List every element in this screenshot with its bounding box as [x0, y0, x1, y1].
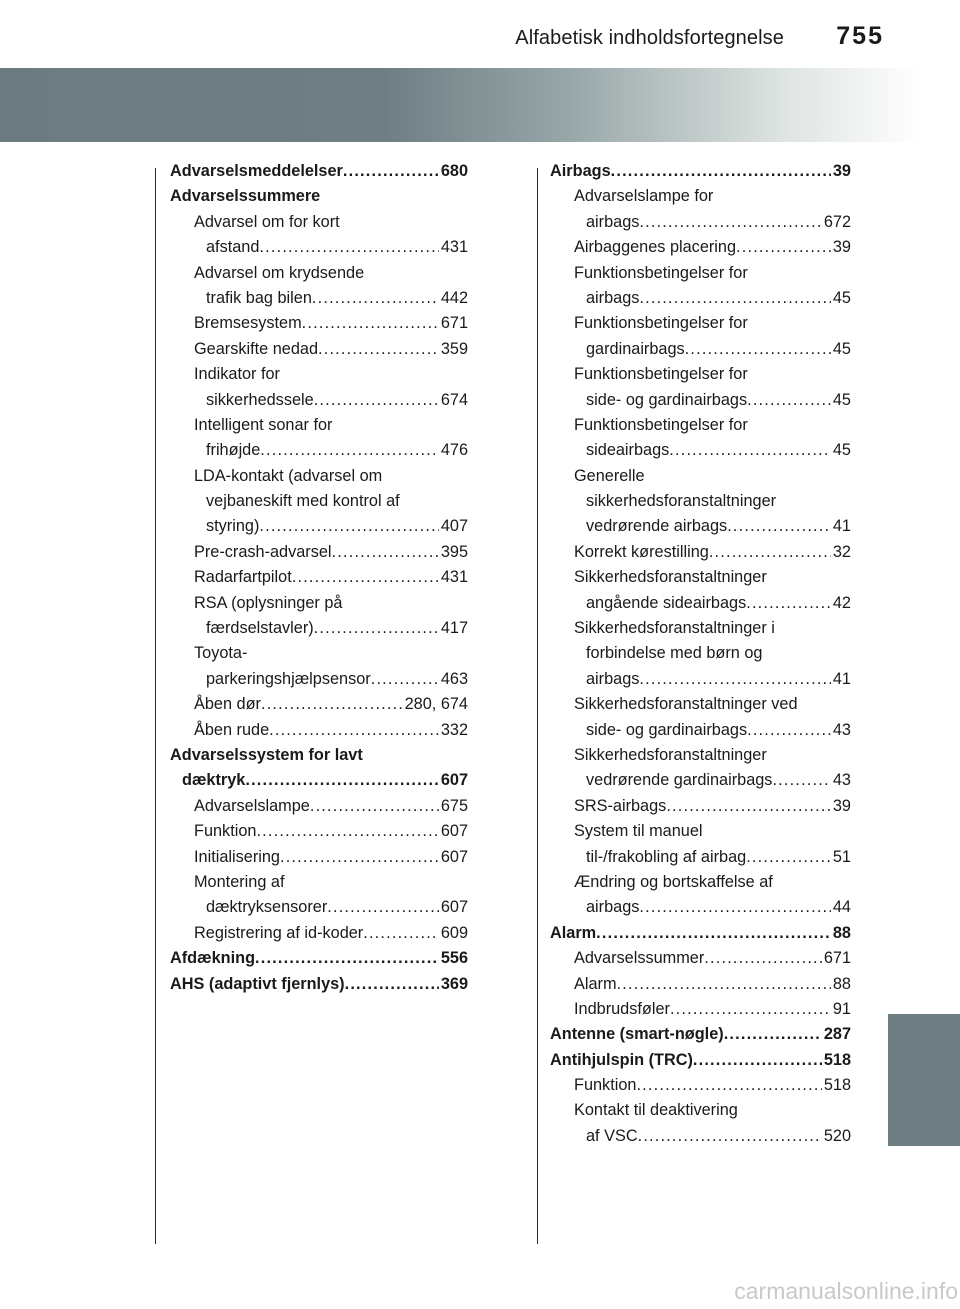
- leader-dots: [639, 895, 830, 920]
- leader-dots: [269, 718, 439, 743]
- index-entry: [550, 718, 851, 743]
- leader-dots: [666, 794, 831, 819]
- index-entry: [550, 464, 851, 489]
- index-entry: [170, 184, 468, 209]
- index-entry-page[interactable]: 607: [440, 822, 468, 841]
- leader-dots: [318, 337, 439, 362]
- index-entry-text: Afdækning: [170, 949, 256, 968]
- page-number: 755: [836, 22, 884, 50]
- index-entry: [170, 591, 468, 616]
- index-entry-page[interactable]: 332: [440, 720, 468, 739]
- index-entry-text: Sikkerhedsforanstaltninger i: [574, 619, 775, 638]
- index-entry-text: Montering af: [194, 872, 285, 891]
- index-entry-page[interactable]: 287: [823, 1025, 851, 1044]
- index-entry-text: side- og gardinairbags: [586, 720, 748, 739]
- index-entry-text: Indbrudsføler: [574, 999, 670, 1018]
- index-entry: [170, 921, 468, 946]
- index-entry: [170, 438, 468, 463]
- index-entry: [170, 514, 468, 539]
- index-entry-text: Funktionsbetingelser for: [574, 263, 748, 282]
- leader-dots: [639, 210, 821, 235]
- index-entry-text: airbags: [586, 669, 640, 688]
- index-entry-text: Gearskifte nedad: [194, 339, 318, 358]
- leader-dots: [314, 388, 439, 413]
- index-entry: [550, 972, 851, 997]
- leader-dots: [669, 438, 831, 463]
- index-entry: [550, 819, 851, 844]
- index-entry-page[interactable]: 32: [832, 542, 851, 561]
- index-entry: [170, 388, 468, 413]
- index-entry: [550, 565, 851, 590]
- index-entry: [170, 819, 468, 844]
- index-entry-page[interactable]: 88: [832, 974, 851, 993]
- index-entry-page[interactable]: 39: [832, 162, 851, 180]
- index-entry-text: Funktionsbetingelser for: [574, 365, 748, 384]
- index-entry-text: Funktion: [194, 822, 257, 841]
- index-entry-text: sikkerhedssele: [206, 390, 314, 409]
- index-entry-page[interactable]: 671: [823, 949, 851, 968]
- leader-dots: [724, 1022, 822, 1047]
- index-entry: [170, 845, 468, 870]
- index-entry-text: SRS-airbags: [574, 796, 667, 815]
- index-entry-text: forbindelse med børn og: [586, 644, 763, 663]
- index-entry-text: Åben dør: [194, 695, 261, 714]
- section-thumb-tab[interactable]: [888, 1014, 960, 1146]
- index-entry-page[interactable]: 463: [440, 669, 468, 688]
- index-entry: [550, 997, 851, 1022]
- leader-dots: [259, 235, 438, 260]
- index-entry: [550, 210, 851, 235]
- index-entry-text: Generelle: [574, 466, 645, 485]
- watermark: carmanualsonline.info: [734, 1278, 958, 1304]
- index-entry-text: AHS (adaptivt fjernlys): [170, 974, 345, 993]
- index-entry-page[interactable]: 431: [440, 568, 468, 587]
- index-entry-text: dæktryksensorer: [206, 898, 328, 917]
- index-entry-text: færdselstavler): [206, 619, 314, 638]
- index-entry-page[interactable]: 395: [440, 542, 468, 561]
- leader-dots: [636, 1073, 821, 1098]
- index-entry-text: af VSC: [586, 1126, 638, 1145]
- index-entry: [170, 895, 468, 920]
- index-entry: [550, 261, 851, 286]
- index-entry: [170, 565, 468, 590]
- index-entry-text: Advarselssystem for lavt: [170, 745, 363, 764]
- index-entry-text: Advarsel om for kort: [194, 212, 340, 231]
- index-entry-page[interactable]: 609: [440, 923, 468, 942]
- index-entry: [170, 311, 468, 336]
- leader-dots: [314, 616, 439, 641]
- index-entry-page[interactable]: 675: [440, 796, 468, 815]
- index-entry-text: airbags: [586, 212, 640, 231]
- index-entry-page[interactable]: 417: [440, 619, 468, 638]
- index-entry-text: Intelligent sonar for: [194, 415, 333, 434]
- index-entry-text: Åben rude: [194, 720, 270, 739]
- index-entry-text: Advarselssummere: [170, 187, 321, 206]
- index-entry-page[interactable]: 39: [832, 238, 851, 257]
- leader-dots: [245, 768, 438, 793]
- index-entry-text: Sikkerhedsforanstaltninger: [574, 745, 767, 764]
- index-entry-text: side- og gardinairbags: [586, 390, 748, 409]
- index-entry: [550, 667, 851, 692]
- index-entry-page[interactable]: 88: [832, 923, 851, 942]
- leader-dots: [332, 540, 439, 565]
- index-entry-page[interactable]: 39: [832, 796, 851, 815]
- leader-dots: [371, 667, 439, 692]
- index-entry: [170, 464, 468, 489]
- index-entry: [550, 794, 851, 819]
- column-divider-right: [537, 168, 538, 1244]
- index-entry-text: airbags: [586, 288, 640, 307]
- index-entry-text: Funktionsbetingelser for: [574, 314, 748, 333]
- index-entry-text: til-/frakobling af airbag: [586, 847, 747, 866]
- index-entry-text: Funktion: [574, 1076, 637, 1095]
- index-entry: [550, 286, 851, 311]
- leader-dots: [611, 159, 831, 184]
- index-entry: [170, 692, 468, 717]
- index-entry-text: RSA (oplysninger på: [194, 593, 343, 612]
- index-entry-page[interactable]: 520: [823, 1126, 851, 1145]
- index-entry-page[interactable]: 45: [832, 288, 851, 307]
- index-entry: [550, 1022, 851, 1047]
- index-entry: [550, 616, 851, 641]
- index-entry-text: Pre-crash-advarsel: [194, 542, 332, 561]
- index-entry-text: Korrekt kørestilling: [574, 542, 709, 561]
- index-entry-text: Registrering af id-koder: [194, 923, 364, 942]
- index-entry-text: afstand: [206, 238, 260, 257]
- index-entry: [170, 946, 468, 971]
- leader-dots: [292, 565, 439, 590]
- index-entry: [170, 870, 468, 895]
- index-entry: [550, 438, 851, 463]
- index-entry-page[interactable]: 42: [832, 593, 851, 612]
- leader-dots: [363, 921, 439, 946]
- index-entry: [550, 591, 851, 616]
- index-entry: [550, 946, 851, 971]
- leader-dots: [685, 337, 831, 362]
- index-entry: [170, 616, 468, 641]
- index-column-left: [170, 159, 468, 997]
- index-entry-text: Advarselsmeddelelser: [170, 162, 343, 180]
- leader-dots: [709, 540, 831, 565]
- index-entry-text: Indikator for: [194, 365, 280, 384]
- index-entry-text: Alarm: [574, 974, 617, 993]
- index-entry-page[interactable]: 607: [440, 847, 468, 866]
- index-entry-page[interactable]: 671: [440, 314, 468, 333]
- index-entry-text: vejbaneskift med kontrol af: [206, 492, 400, 511]
- index-column-right: [550, 159, 851, 1149]
- index-entry: [170, 972, 468, 997]
- index-entry: [170, 210, 468, 235]
- index-entry: [170, 718, 468, 743]
- index-entry-text: Initialisering: [194, 847, 280, 866]
- leader-dots: [345, 972, 439, 997]
- index-entry: [170, 743, 468, 768]
- index-entry: [550, 641, 851, 666]
- index-entry: [170, 641, 468, 666]
- leader-dots: [302, 311, 439, 336]
- index-entry-page[interactable]: 45: [832, 339, 851, 358]
- index-entry-text: Sikkerhedsforanstaltninger: [574, 568, 767, 587]
- index-entry: [170, 667, 468, 692]
- index-entry-page[interactable]: 44: [832, 898, 851, 917]
- leader-dots: [261, 692, 403, 717]
- leader-dots: [746, 845, 831, 870]
- index-entry: [170, 362, 468, 387]
- index-entry: [550, 1048, 851, 1073]
- index-entry: [550, 921, 851, 946]
- index-entry-text: Advarselssummer: [574, 949, 705, 968]
- index-entry: [550, 1124, 851, 1149]
- index-entry: [170, 235, 468, 260]
- index-entry-page[interactable]: 45: [832, 390, 851, 409]
- index-entry: [550, 413, 851, 438]
- index-entry-text: airbags: [586, 898, 640, 917]
- index-entry: [550, 337, 851, 362]
- index-entry-text: angående sideairbags: [586, 593, 747, 612]
- index-entry: [550, 159, 851, 184]
- leader-dots: [746, 591, 831, 616]
- index-entry: [550, 184, 851, 209]
- index-entry-text: Sikkerhedsforanstaltninger ved: [574, 695, 798, 714]
- index-entry-text: parkeringshjælpsensor: [206, 669, 371, 688]
- header-banner: [0, 68, 960, 142]
- index-entry-page[interactable]: 518: [823, 1050, 851, 1069]
- leader-dots: [343, 159, 439, 184]
- index-entry-page[interactable]: 672: [823, 212, 851, 231]
- leader-dots: [260, 438, 439, 463]
- leader-dots: [256, 819, 438, 844]
- index-entry-page[interactable]: 431: [440, 238, 468, 257]
- index-entry-text: LDA-kontakt (advarsel om: [194, 466, 383, 485]
- index-entry: [550, 692, 851, 717]
- index-entry: [550, 362, 851, 387]
- index-entry: [550, 895, 851, 920]
- leader-dots: [772, 768, 830, 793]
- index-entry: [170, 540, 468, 565]
- index-entry-page[interactable]: 41: [832, 517, 851, 536]
- index-entry-text: vedrørende gardinairbags: [586, 771, 773, 790]
- leader-dots: [639, 286, 830, 311]
- leader-dots: [596, 921, 831, 946]
- index-entry-page[interactable]: 51: [832, 847, 851, 866]
- leader-dots: [638, 1124, 822, 1149]
- index-entry-page[interactable]: 680: [440, 162, 468, 180]
- index-entry-text: styring): [206, 517, 260, 536]
- index-entry-text: Airbags: [550, 162, 611, 180]
- index-entry: [550, 235, 851, 260]
- index-entry-text: Kontakt til deaktivering: [574, 1101, 738, 1120]
- index-entry: [170, 261, 468, 286]
- leader-dots: [255, 946, 439, 971]
- index-entry-page[interactable]: 41: [832, 669, 851, 688]
- index-entry: [550, 768, 851, 793]
- leader-dots: [259, 514, 438, 539]
- index-entry-text: sideairbags: [586, 441, 670, 460]
- index-entry: [550, 870, 851, 895]
- index-entry-page[interactable]: 91: [832, 999, 851, 1018]
- index-entry: [550, 1098, 851, 1123]
- section-title: Alfabetisk indholdsfortegnelse: [515, 27, 784, 49]
- index-entry-page[interactable]: 518: [823, 1076, 851, 1095]
- index-entry: [170, 337, 468, 362]
- leader-dots: [747, 388, 831, 413]
- index-entry-text: Bremsesystem: [194, 314, 302, 333]
- index-entry: [170, 768, 468, 793]
- index-entry-text: Alarm: [550, 923, 597, 942]
- index-entry-text: Funktionsbetingelser for: [574, 415, 748, 434]
- index-entry: [170, 159, 468, 184]
- leader-dots: [312, 286, 439, 311]
- index-entry-text: Airbaggenes placering: [574, 238, 737, 257]
- index-entry-text: Advarselslampe for: [574, 187, 714, 206]
- index-entry-text: vedrørende airbags: [586, 517, 728, 536]
- index-entry-page[interactable]: 674: [440, 390, 468, 409]
- column-divider-left: [155, 168, 156, 1244]
- index-entry-text: System til manuel: [574, 822, 703, 841]
- index-entry-page[interactable]: 280, 674: [404, 695, 468, 714]
- index-entry-page[interactable]: 369: [440, 974, 468, 993]
- index-entry-text: Advarselslampe: [194, 796, 310, 815]
- index-entry: [550, 743, 851, 768]
- index-entry: [550, 514, 851, 539]
- index-entry-page[interactable]: 476: [440, 441, 468, 460]
- leader-dots: [727, 514, 831, 539]
- index-entry: [170, 794, 468, 819]
- page-header: [0, 0, 960, 56]
- index-entry-page[interactable]: 43: [832, 720, 851, 739]
- index-entry: [550, 388, 851, 413]
- index-entry: [170, 413, 468, 438]
- index-entry-text: frihøjde: [206, 441, 261, 460]
- index-entry: [550, 845, 851, 870]
- leader-dots: [747, 718, 831, 743]
- index-entry-text: Antenne (smart-nøgle): [550, 1025, 724, 1044]
- index-entry-page[interactable]: 45: [832, 441, 851, 460]
- leader-dots: [617, 972, 831, 997]
- index-entry: [550, 540, 851, 565]
- leader-dots: [693, 1048, 822, 1073]
- index-entry-text: sikkerhedsforanstaltninger: [586, 492, 777, 511]
- leader-dots: [327, 895, 439, 920]
- index-entry: [170, 489, 468, 514]
- index-entry-page[interactable]: 407: [440, 517, 468, 536]
- leader-dots: [310, 794, 439, 819]
- index-entry-text: Ændring og bortskaffelse af: [574, 872, 773, 891]
- index-entry-text: Antihjulspin (TRC): [550, 1050, 693, 1069]
- index-entry-page[interactable]: 359: [440, 339, 468, 358]
- index-entry: [550, 311, 851, 336]
- leader-dots: [704, 946, 822, 971]
- leader-dots: [670, 997, 831, 1022]
- index-entry-page[interactable]: 442: [440, 288, 468, 307]
- index-entry-text: Radarfartpilot: [194, 568, 292, 587]
- index-entry: [550, 1073, 851, 1098]
- index-entry-page[interactable]: 43: [832, 771, 851, 790]
- index-entry: [170, 286, 468, 311]
- index-entry-text: Advarsel om krydsende: [194, 263, 365, 282]
- index-entry-text: Toyota-: [194, 644, 248, 663]
- index-entry-page[interactable]: 607: [440, 771, 468, 790]
- index-entry-text: dæktryk: [182, 771, 246, 790]
- leader-dots: [639, 667, 830, 692]
- leader-dots: [736, 235, 831, 260]
- leader-dots: [280, 845, 439, 870]
- index-entry-text: gardinairbags: [586, 339, 685, 358]
- index-entry-page[interactable]: 607: [440, 898, 468, 917]
- index-entry-page[interactable]: 556: [440, 949, 468, 968]
- index-entry: [550, 489, 851, 514]
- index-entry-text: trafik bag bilen: [206, 288, 312, 307]
